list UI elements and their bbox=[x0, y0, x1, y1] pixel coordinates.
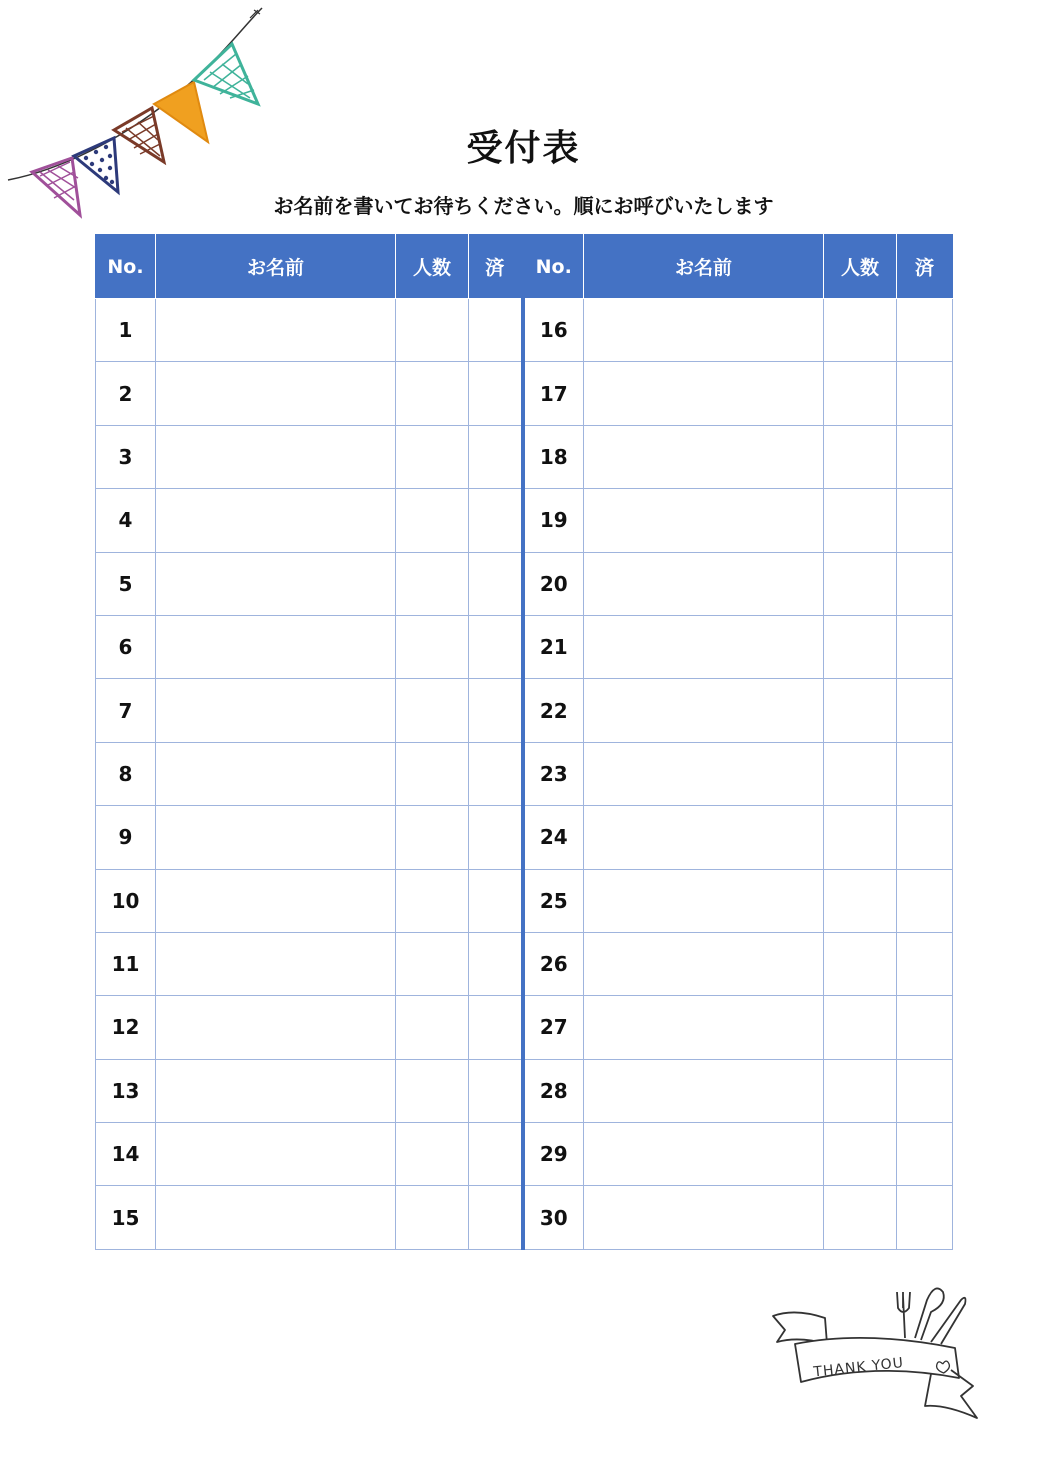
row-number-left: 9 bbox=[96, 806, 156, 869]
name-cell[interactable] bbox=[156, 806, 396, 869]
done-cell[interactable] bbox=[469, 932, 523, 995]
header-name: お名前 bbox=[584, 235, 824, 299]
name-cell[interactable] bbox=[156, 932, 396, 995]
row-number-left: 15 bbox=[96, 1186, 156, 1249]
row-number-right: 27 bbox=[523, 996, 584, 1059]
header-no: No. bbox=[523, 235, 584, 299]
count-cell[interactable] bbox=[824, 996, 897, 1059]
table-row bbox=[96, 362, 953, 425]
page-title: 受付表 bbox=[466, 128, 581, 169]
row-number-left: 7 bbox=[96, 679, 156, 742]
row-number-left: 12 bbox=[96, 996, 156, 1059]
name-cell[interactable] bbox=[156, 1186, 396, 1249]
header-count: 人数 bbox=[396, 235, 469, 299]
count-cell[interactable] bbox=[396, 615, 469, 678]
table-row bbox=[96, 615, 953, 678]
done-cell[interactable] bbox=[469, 806, 523, 869]
done-cell[interactable] bbox=[897, 806, 953, 869]
done-cell[interactable] bbox=[469, 1123, 523, 1186]
page-subtitle: お名前を書いてお待ちください。順にお呼びいたします bbox=[273, 194, 774, 218]
done-cell[interactable] bbox=[469, 299, 523, 362]
name-cell[interactable] bbox=[156, 489, 396, 552]
done-cell[interactable] bbox=[897, 996, 953, 1059]
done-cell[interactable] bbox=[897, 552, 953, 615]
done-cell[interactable] bbox=[897, 932, 953, 995]
count-cell[interactable] bbox=[824, 489, 897, 552]
count-cell[interactable] bbox=[824, 869, 897, 932]
count-cell[interactable] bbox=[824, 1186, 897, 1249]
done-cell[interactable] bbox=[469, 362, 523, 425]
done-cell[interactable] bbox=[897, 489, 953, 552]
done-cell[interactable] bbox=[469, 996, 523, 1059]
table-header-row bbox=[96, 235, 953, 299]
count-cell[interactable] bbox=[396, 362, 469, 425]
done-cell[interactable] bbox=[469, 425, 523, 488]
header-done: 済 bbox=[897, 235, 953, 299]
name-cell[interactable] bbox=[584, 932, 824, 995]
table-row bbox=[96, 299, 953, 362]
row-number-right: 30 bbox=[523, 1186, 584, 1249]
row-number-left: 2 bbox=[96, 362, 156, 425]
table-row bbox=[96, 742, 953, 805]
name-cell[interactable] bbox=[584, 425, 824, 488]
table-row bbox=[96, 932, 953, 995]
name-cell[interactable] bbox=[584, 742, 824, 805]
count-cell[interactable] bbox=[824, 742, 897, 805]
header-count: 人数 bbox=[824, 235, 897, 299]
done-cell[interactable] bbox=[469, 742, 523, 805]
count-cell[interactable] bbox=[396, 806, 469, 869]
done-cell[interactable] bbox=[469, 679, 523, 742]
row-number-right: 18 bbox=[523, 425, 584, 488]
name-cell[interactable] bbox=[156, 996, 396, 1059]
count-cell[interactable] bbox=[824, 1059, 897, 1122]
table-row bbox=[96, 679, 953, 742]
row-number-right: 29 bbox=[523, 1123, 584, 1186]
row-number-left: 3 bbox=[96, 425, 156, 488]
name-cell[interactable] bbox=[156, 362, 396, 425]
table-row bbox=[96, 1059, 953, 1122]
table-row bbox=[96, 806, 953, 869]
name-cell[interactable] bbox=[584, 299, 824, 362]
row-number-right: 16 bbox=[523, 299, 584, 362]
done-cell[interactable] bbox=[469, 552, 523, 615]
row-number-right: 17 bbox=[523, 362, 584, 425]
count-cell[interactable] bbox=[396, 299, 469, 362]
count-cell[interactable] bbox=[824, 299, 897, 362]
done-cell[interactable] bbox=[897, 615, 953, 678]
name-cell[interactable] bbox=[156, 615, 396, 678]
header-done: 済 bbox=[469, 235, 523, 299]
row-number-left: 6 bbox=[96, 615, 156, 678]
count-cell[interactable] bbox=[396, 742, 469, 805]
done-cell[interactable] bbox=[469, 615, 523, 678]
count-cell[interactable] bbox=[824, 362, 897, 425]
table-row bbox=[96, 425, 953, 488]
row-number-right: 21 bbox=[523, 615, 584, 678]
row-number-right: 25 bbox=[523, 869, 584, 932]
table-row bbox=[96, 489, 953, 552]
row-number-right: 22 bbox=[523, 679, 584, 742]
count-cell[interactable] bbox=[396, 996, 469, 1059]
name-cell[interactable] bbox=[584, 806, 824, 869]
row-number-left: 8 bbox=[96, 742, 156, 805]
name-cell[interactable] bbox=[584, 1186, 824, 1249]
row-number-right: 28 bbox=[523, 1059, 584, 1122]
done-cell[interactable] bbox=[897, 425, 953, 488]
count-cell[interactable] bbox=[824, 552, 897, 615]
name-cell[interactable] bbox=[156, 1059, 396, 1122]
name-cell[interactable] bbox=[584, 1059, 824, 1122]
done-cell[interactable] bbox=[469, 869, 523, 932]
done-cell[interactable] bbox=[897, 362, 953, 425]
name-cell[interactable] bbox=[156, 742, 396, 805]
done-cell[interactable] bbox=[897, 869, 953, 932]
name-cell[interactable] bbox=[156, 869, 396, 932]
done-cell[interactable] bbox=[897, 1059, 953, 1122]
done-cell[interactable] bbox=[469, 1186, 523, 1249]
name-cell[interactable] bbox=[156, 1123, 396, 1186]
row-number-left: 14 bbox=[96, 1123, 156, 1186]
count-cell[interactable] bbox=[824, 806, 897, 869]
row-number-left: 1 bbox=[96, 299, 156, 362]
header-no: No. bbox=[96, 235, 156, 299]
count-cell[interactable] bbox=[396, 552, 469, 615]
count-cell[interactable] bbox=[824, 1123, 897, 1186]
name-cell[interactable] bbox=[584, 615, 824, 678]
count-cell[interactable] bbox=[396, 489, 469, 552]
table-row bbox=[96, 996, 953, 1059]
row-number-left: 13 bbox=[96, 1059, 156, 1122]
row-number-right: 26 bbox=[523, 932, 584, 995]
count-cell[interactable] bbox=[396, 869, 469, 932]
name-cell[interactable] bbox=[156, 679, 396, 742]
done-cell[interactable] bbox=[897, 1123, 953, 1186]
row-number-right: 23 bbox=[523, 742, 584, 805]
row-number-right: 19 bbox=[523, 489, 584, 552]
done-cell[interactable] bbox=[897, 679, 953, 742]
name-cell[interactable] bbox=[156, 425, 396, 488]
thank-you-banner-icon bbox=[755, 1278, 985, 1428]
row-number-left: 4 bbox=[96, 489, 156, 552]
count-cell[interactable] bbox=[396, 932, 469, 995]
count-cell[interactable] bbox=[396, 425, 469, 488]
count-cell[interactable] bbox=[396, 1123, 469, 1186]
header-name: お名前 bbox=[156, 235, 396, 299]
name-cell[interactable] bbox=[156, 552, 396, 615]
thank-you-text: THANK YOU bbox=[812, 1355, 905, 1381]
name-cell[interactable] bbox=[584, 1123, 824, 1186]
table-row bbox=[96, 552, 953, 615]
done-cell[interactable] bbox=[897, 742, 953, 805]
count-cell[interactable] bbox=[824, 615, 897, 678]
table-row bbox=[96, 1186, 953, 1249]
row-number-left: 11 bbox=[96, 932, 156, 995]
table-row bbox=[96, 1123, 953, 1186]
count-cell[interactable] bbox=[396, 1186, 469, 1249]
name-cell[interactable] bbox=[156, 299, 396, 362]
count-cell[interactable] bbox=[824, 932, 897, 995]
row-number-right: 24 bbox=[523, 806, 584, 869]
table-row bbox=[96, 869, 953, 932]
count-cell[interactable] bbox=[396, 1059, 469, 1122]
row-number-right: 20 bbox=[523, 552, 584, 615]
name-cell[interactable] bbox=[584, 869, 824, 932]
name-cell[interactable] bbox=[584, 996, 824, 1059]
row-number-left: 10 bbox=[96, 869, 156, 932]
done-cell[interactable] bbox=[469, 489, 523, 552]
count-cell[interactable] bbox=[824, 425, 897, 488]
name-cell[interactable] bbox=[584, 362, 824, 425]
count-cell[interactable] bbox=[824, 679, 897, 742]
name-cell[interactable] bbox=[584, 552, 824, 615]
reception-table bbox=[95, 234, 953, 1250]
name-cell[interactable] bbox=[584, 489, 824, 552]
row-number-left: 5 bbox=[96, 552, 156, 615]
done-cell[interactable] bbox=[897, 299, 953, 362]
count-cell[interactable] bbox=[396, 679, 469, 742]
done-cell[interactable] bbox=[469, 1059, 523, 1122]
done-cell[interactable] bbox=[897, 1186, 953, 1249]
name-cell[interactable] bbox=[584, 679, 824, 742]
